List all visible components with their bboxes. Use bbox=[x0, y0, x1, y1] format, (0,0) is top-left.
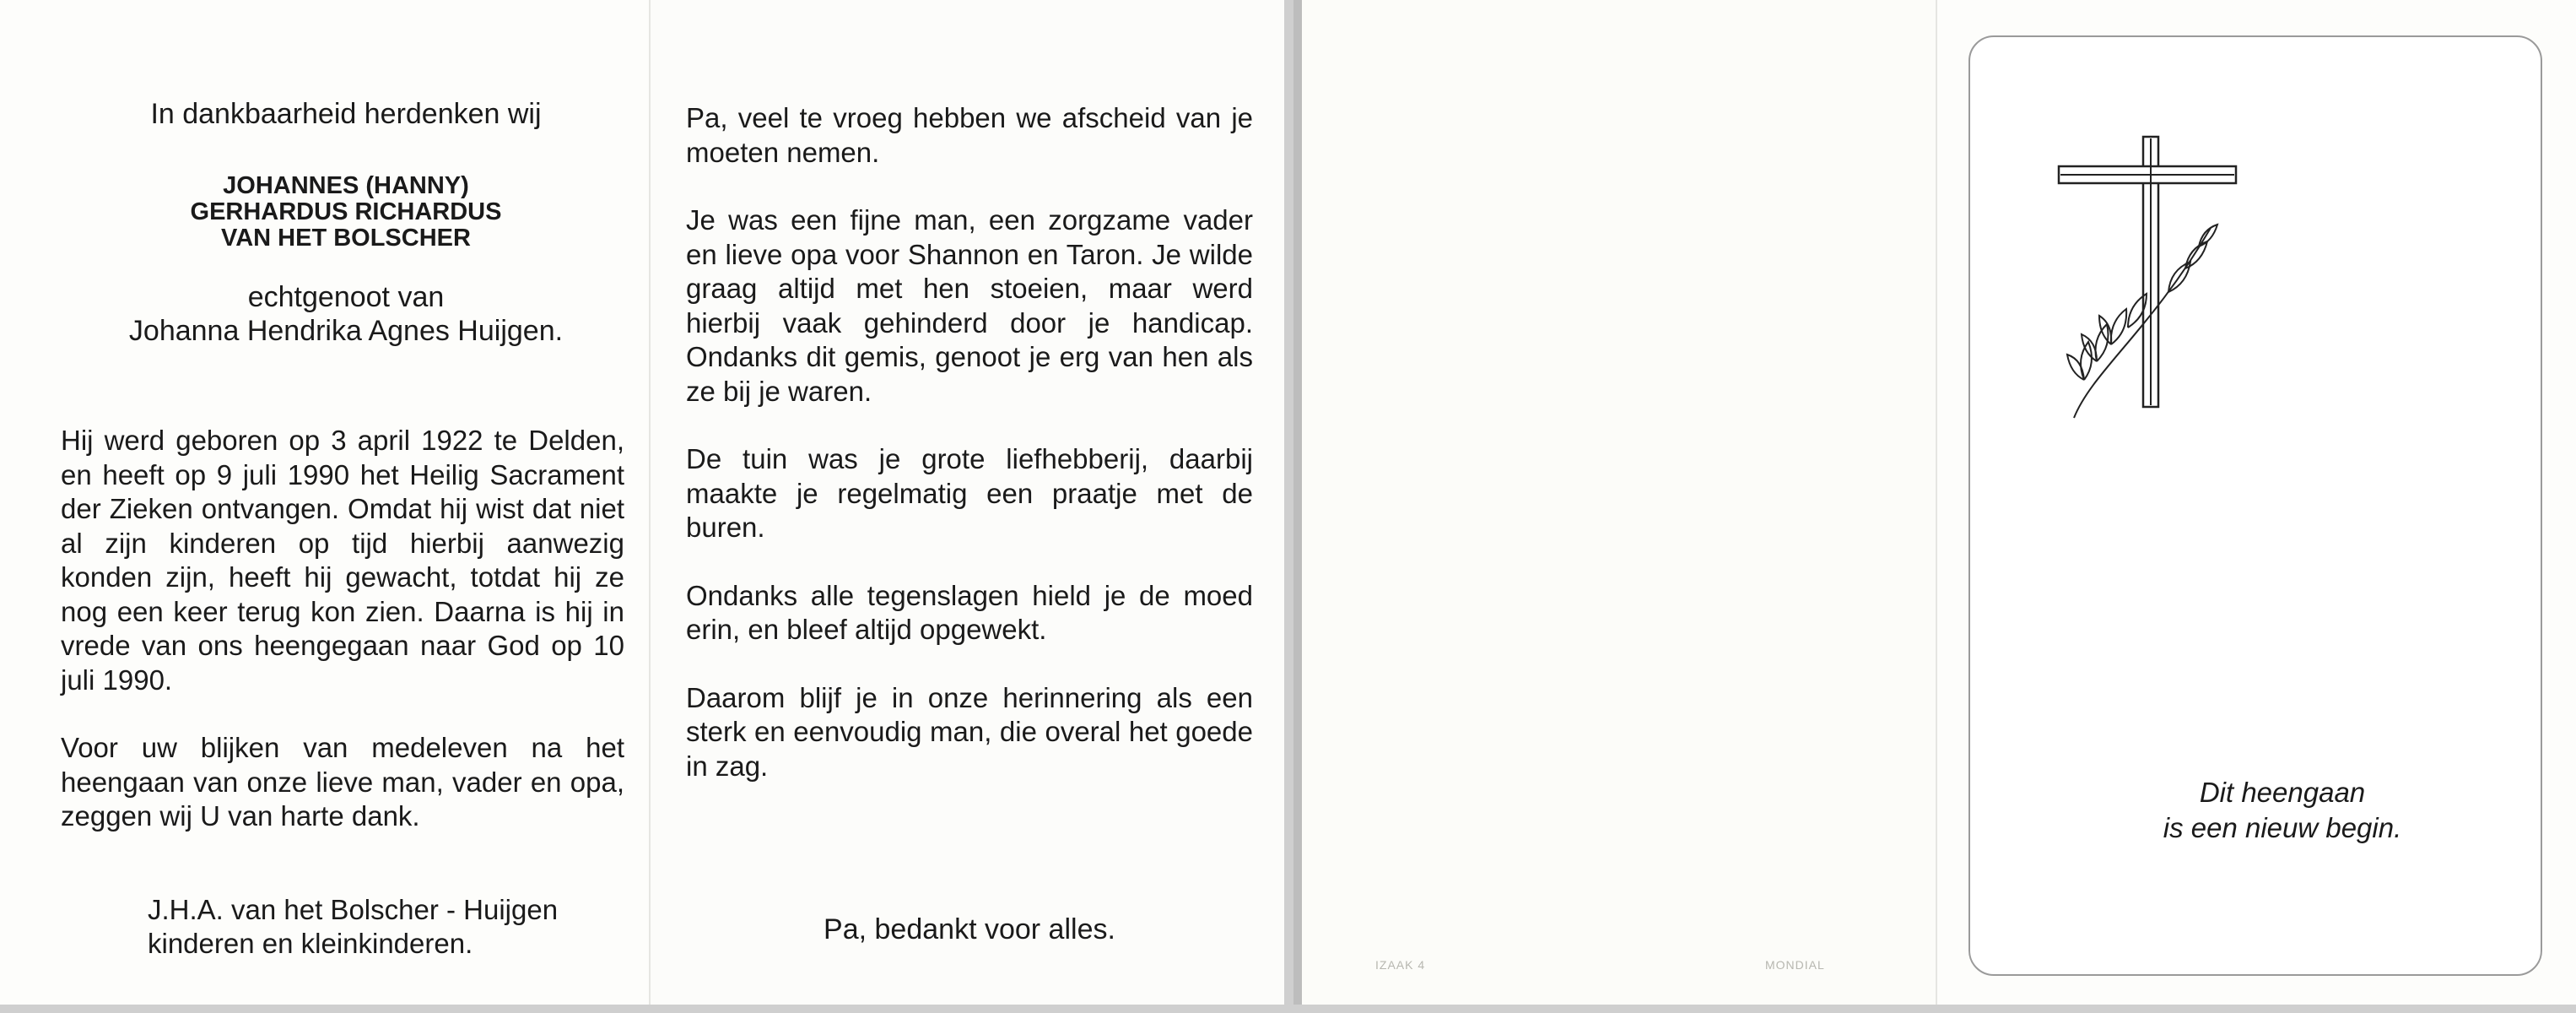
print-mark: IZAAK 4 bbox=[1375, 958, 1426, 972]
paragraph: Daarom blijf je in onze herinnering als een sterk en eenvoudig man, die overal het goede in zag. bbox=[686, 681, 1253, 782]
closing-text: Pa, bedankt voor alles. bbox=[824, 913, 1115, 945]
paragraph: Pa, veel te vroeg hebben we afscheid van je moeten nemen. bbox=[686, 102, 1253, 168]
quote-text bbox=[2076, 775, 2489, 846]
memorial-text bbox=[686, 101, 1253, 817]
cross-with-wheat-icon bbox=[2050, 127, 2253, 431]
name-line: JOHANNES (HANNY) bbox=[223, 172, 469, 199]
fold-line bbox=[1936, 0, 1937, 1005]
spouse-info bbox=[59, 280, 633, 348]
spouse-line: Johanna Hendrika Agnes Huijgen. bbox=[128, 315, 564, 347]
intro-text: In dankbaarheid herdenken wij bbox=[150, 98, 542, 130]
quote-line: Dit heengaan bbox=[2199, 777, 2366, 808]
deceased-name bbox=[59, 173, 633, 252]
biography-text bbox=[61, 424, 624, 868]
fold-line bbox=[649, 0, 651, 1005]
name-line: GERHARDUS RICHARDUS bbox=[190, 198, 502, 225]
signature-line: J.H.A. van het Bolscher - Huijgen bbox=[148, 894, 559, 925]
paragraph: Voor uw blijken van medeleven na het heengaan van onze lieve man, vader en opa, zeggen wij U van harte dank. bbox=[61, 732, 624, 832]
paragraph: Je was een fijne man, een zorgzame vader en lieve opa voor Shannon en Taron. Je wilde graag altijd met hen stoeien, maar werd hierbij vaak gehinderd door je handicap. Ondanks dit gemis, genoot je erg van hen als ze bij je waren. bbox=[686, 204, 1253, 407]
signature bbox=[148, 893, 620, 961]
print-mark: MONDIAL bbox=[1765, 958, 1825, 972]
spouse-line: echtgenoot van bbox=[247, 281, 445, 313]
name-line: VAN HET BOLSCHER bbox=[221, 225, 471, 252]
quote-line: is een nieuw begin. bbox=[2163, 812, 2402, 843]
card-gap bbox=[1293, 0, 1302, 1005]
paragraph: Ondanks alle tegenslagen hield je de moed erin, en bleef altijd opgewekt. bbox=[686, 579, 1253, 645]
signature-line: kinderen en kleinkinderen. bbox=[148, 928, 473, 959]
back-card-panel bbox=[1295, 0, 1936, 1005]
paragraph: De tuin was je grote liefhebberij, daarbij maakte je regelmatig een praatje met de buren. bbox=[686, 443, 1253, 543]
paragraph: Hij werd geboren op 3 april 1922 te Delden, en heeft op 9 juli 1990 het Heilig Sacrament der Zieken ontvangen. Omdat hij wist dat niet al zijn kinderen op tijd hierbij aanwezig konden zijn, heeft hij gewacht, totdat hij ze nog een keer terug kon zien. Daarna is hij in vrede van ons heengegaan naar God op 10 juli 1990. bbox=[61, 425, 624, 696]
